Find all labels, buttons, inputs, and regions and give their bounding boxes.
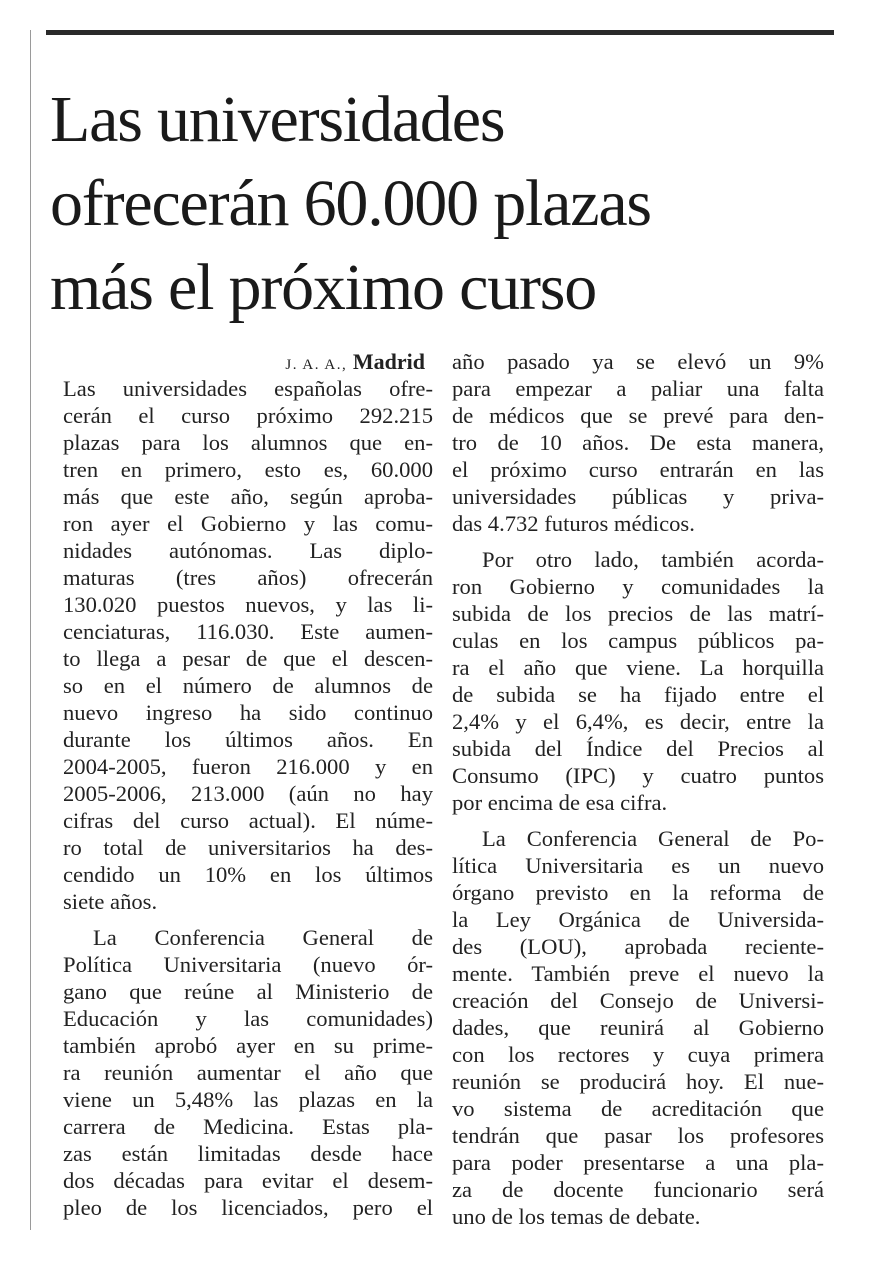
- paragraph-gap: [63, 915, 433, 924]
- text-line: das 4.732 futuros médicos.: [452, 511, 695, 536]
- text-line: nuevo ingreso ha sido continuo: [63, 700, 433, 725]
- text-line: Consumo (IPC) y cuatro puntos: [452, 763, 824, 788]
- text-line: más que este año, según aproba-: [63, 484, 433, 509]
- text-line: siete años.: [63, 889, 158, 914]
- text-line: ro total de universitarios ha des-: [63, 835, 433, 860]
- text-line: culas en los campus públicos pa-: [452, 628, 824, 653]
- text-line: 2005-2006, 213.000 (aún no hay: [63, 781, 433, 806]
- text-line: de médicos que se prevé para den-: [452, 403, 824, 428]
- headline-line: Las universidades: [50, 83, 505, 156]
- text-line: reunión se producirá hoy. El nue-: [452, 1069, 824, 1094]
- text-line: universidades públicas y priva-: [452, 484, 824, 509]
- text-line: nidades autónomas. Las diplo-: [63, 538, 433, 563]
- text-line: carrera de Medicina. Estas pla-: [63, 1114, 433, 1139]
- text-line: tro de 10 años. De esta manera,: [452, 430, 824, 455]
- text-line: ra reunión aumentar el año que: [63, 1060, 433, 1085]
- text-line: La Conferencia General de Po-: [482, 826, 824, 851]
- text-line: por encima de esa cifra.: [452, 790, 668, 815]
- text-line: za de docente funcionario será: [452, 1177, 824, 1202]
- text-line: gano que reúne al Ministerio de: [63, 979, 433, 1004]
- text-line: zas están limitadas desde hace: [63, 1141, 433, 1166]
- text-line: cenciaturas, 116.030. Este aumen-: [63, 619, 433, 644]
- text-line: vo sistema de acreditación que: [452, 1096, 824, 1121]
- text-line: cifras del curso actual). El núme-: [63, 808, 433, 833]
- text-line: Educación y las comunidades): [63, 1006, 433, 1031]
- text-line: pleo de los licenciados, pero el: [63, 1195, 433, 1220]
- column-right: [452, 348, 824, 1230]
- byline: [63, 348, 433, 375]
- headline: [50, 78, 830, 330]
- text-line: ron ayer el Gobierno y las comu-: [63, 511, 433, 536]
- text-line: lítica Universitaria es un nuevo: [452, 853, 824, 878]
- text-line: durante los últimos años. En: [63, 727, 433, 752]
- text-line: ron Gobierno y comunidades la: [452, 574, 824, 599]
- text-line: con los rectores y cuya primera: [452, 1042, 824, 1067]
- text-line: plazas para los alumnos que en-: [63, 430, 433, 455]
- text-line: Política Universitaria (nuevo ór-: [63, 952, 433, 977]
- text-line: cerán el curso próximo 292.215: [63, 403, 433, 428]
- text-line: también aprobó ayer en su prime-: [63, 1033, 433, 1058]
- left-margin-rule: [30, 30, 31, 1230]
- text-line: órgano previsto en la reforma de: [452, 880, 824, 905]
- text-line: mente. También preve el nuevo la: [452, 961, 824, 986]
- text-line: viene un 5,48% las plazas en la: [63, 1087, 433, 1112]
- byline-initials: J. A. A.,: [285, 357, 348, 373]
- headline-line: ofrecerán 60.000 plazas: [50, 167, 651, 240]
- top-rule: [46, 30, 834, 35]
- text-line: dos décadas para evitar el desem-: [63, 1168, 433, 1193]
- text-line: to llega a pesar de que el descen-: [63, 646, 433, 671]
- text-line: de subida se ha fijado entre el: [452, 682, 824, 707]
- headline-line: más el próximo curso: [50, 251, 597, 324]
- text-line: la Ley Orgánica de Universida-: [452, 907, 824, 932]
- paragraph-gap: [452, 816, 824, 825]
- text-line: uno de los temas de debate.: [452, 1204, 701, 1229]
- text-line: 130.020 puestos nuevos, y las li-: [63, 592, 433, 617]
- text-line: tendrán que pasar los profesores: [452, 1123, 824, 1148]
- text-line: ra el año que viene. La horquilla: [452, 655, 824, 680]
- text-line: creación del Consejo de Universi-: [452, 988, 824, 1013]
- column-left: [63, 348, 433, 1221]
- paragraph-gap: [452, 537, 824, 546]
- text-line: para poder presentarse a una pla-: [452, 1150, 824, 1175]
- byline-city: Madrid: [352, 349, 425, 374]
- text-line: tren en primero, esto es, 60.000: [63, 457, 433, 482]
- text-line: 2004-2005, fueron 216.000 y en: [63, 754, 433, 779]
- text-line: 2,4% y el 6,4%, es decir, entre la: [452, 709, 824, 734]
- text-line: La Conferencia General de: [93, 925, 433, 950]
- text-line: dades, que reunirá al Gobierno: [452, 1015, 824, 1040]
- text-line: subida del Índice del Precios al: [452, 736, 824, 761]
- text-line: el próximo curso entrarán en las: [452, 457, 824, 482]
- text-line: maturas (tres años) ofrecerán: [63, 565, 433, 590]
- text-line: Por otro lado, también acorda-: [482, 547, 824, 572]
- text-line: subida de los precios de las matrí-: [452, 601, 824, 626]
- text-line: Las universidades españolas ofre-: [63, 376, 433, 401]
- text-line: des (LOU), aprobada reciente-: [452, 934, 824, 959]
- text-line: año pasado ya se elevó un 9%: [452, 349, 824, 374]
- text-line: para empezar a paliar una falta: [452, 376, 824, 401]
- text-line: cendido un 10% en los últimos: [63, 862, 433, 887]
- text-line: so en el número de alumnos de: [63, 673, 433, 698]
